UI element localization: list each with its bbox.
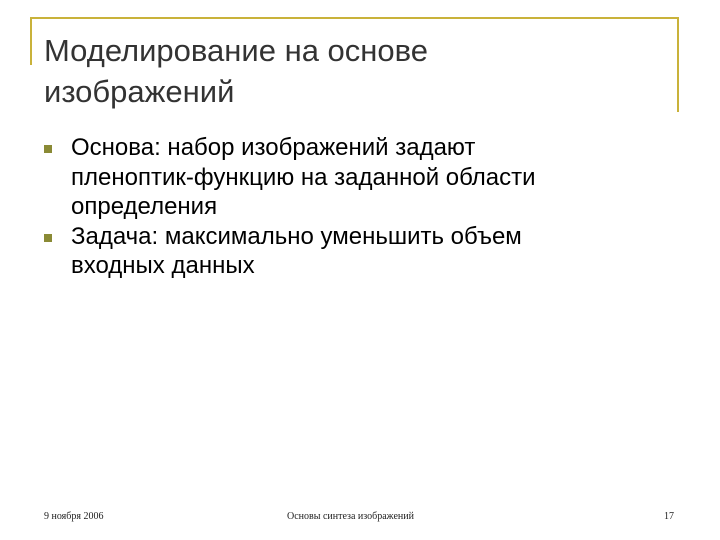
frame-left-line	[30, 17, 32, 65]
bullet-text-line: Задача: максимально уменьшить объем	[71, 222, 522, 250]
bullet-text	[71, 133, 664, 222]
page-number: 17	[664, 511, 674, 522]
slide-title-line: Моделирование на основе	[44, 33, 429, 68]
square-bullet-icon	[44, 234, 52, 242]
slide-title	[44, 30, 664, 112]
bullet-text-line: Основа: набор изображений задают	[71, 134, 476, 161]
bullet-text-line: определения	[71, 193, 218, 220]
footer-title: Основы синтеза изображений	[287, 511, 414, 522]
bullet-text-line: входных данных	[71, 252, 255, 279]
frame-right-line	[677, 17, 679, 112]
bullet-text	[71, 222, 664, 281]
bullet-item	[44, 222, 664, 281]
footer-date: 9 ноября 2006	[44, 511, 104, 522]
frame-top-line	[30, 17, 678, 19]
bullet-item	[44, 133, 664, 222]
slide-title-line: изображений	[44, 74, 235, 109]
bullet-text-line: пленоптик-функцию на заданной области	[71, 163, 536, 191]
bullet-list	[44, 133, 664, 281]
square-bullet-icon	[44, 145, 52, 153]
